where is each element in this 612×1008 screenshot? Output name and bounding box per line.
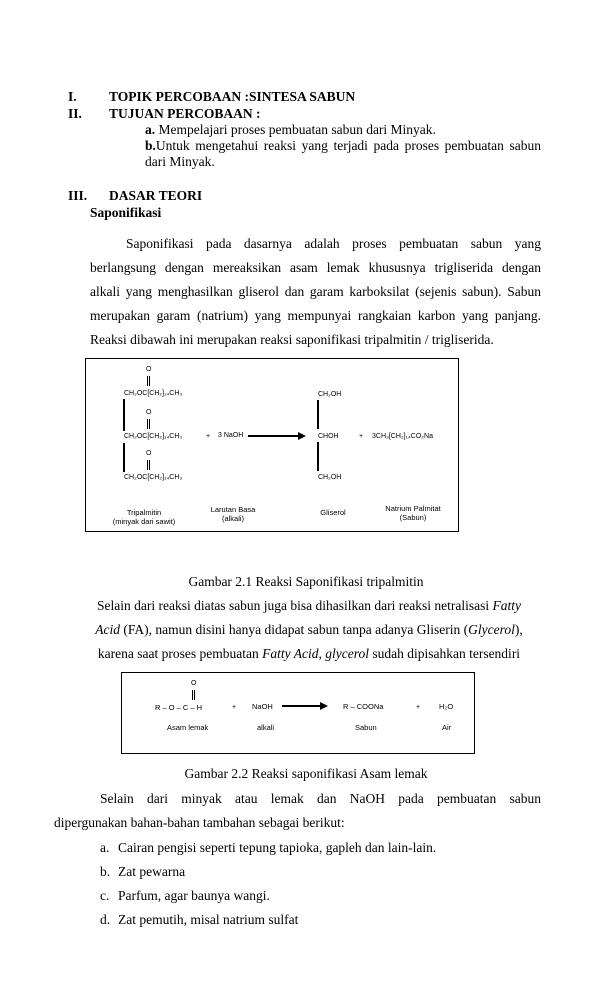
chain-3: CH₂OC[CH₂]₁₄CH₃	[124, 474, 183, 481]
label-palmitat-line1: Natrium Palmitat	[385, 504, 441, 513]
fig2-water: H₂O	[439, 702, 454, 711]
fatty-acid-formula: R – O – C – H	[155, 703, 203, 712]
backbone-bond-1	[123, 399, 125, 431]
backbone-bond-2	[123, 443, 125, 472]
section-iii-number: III.	[68, 188, 88, 203]
list-text: Cairan pengisi seperti tepung tapioka, gapleh dan lain-lain.	[118, 840, 437, 855]
double-bond-1	[147, 376, 150, 386]
fig2-carbonyl-oxygen: O	[191, 680, 197, 687]
label-basa-line1: Larutan Basa	[210, 505, 256, 514]
objective-b-text: Untuk mengetahui reaksi yang terjadi pada proses pembuatan sabun	[155, 138, 541, 153]
label-tripalmitin-line2: (minyak dari sawit)	[112, 517, 176, 526]
plus-sign-2: +	[359, 433, 364, 440]
list-marker: a.	[100, 840, 110, 855]
paragraph2-line1	[86, 598, 532, 614]
fig2-label-alkali: alkali	[257, 723, 275, 732]
paragraph1-line5: Reaksi dibawah ini merupakan reaksi saponifikasi tripalmitin / trigliserida.	[90, 332, 494, 347]
p2-l2-italic1: Acid	[95, 622, 121, 637]
fig2-label-asam-lemak: Asam lemak	[167, 723, 209, 732]
glycerol-top: CH₂OH	[318, 391, 342, 398]
paragraph2-line3	[86, 646, 532, 662]
figure2-caption: Gambar 2.2 Reaksi saponifikasi Asam lemak	[184, 766, 428, 781]
objective-a	[145, 122, 436, 138]
list-text: Zat pewarna	[118, 864, 186, 879]
reaction-arrow	[248, 431, 306, 441]
p2-l2-text: (FA), namun disini hanya didapat sabun tanpa adanya Gliserin (	[120, 622, 469, 637]
section-iii-subtitle: Saponifikasi	[90, 205, 162, 220]
list-item	[100, 888, 270, 904]
list-marker: d.	[100, 912, 111, 927]
label-tripalmitin	[98, 508, 190, 526]
p2-l3-italic1: Fatty Acid	[262, 646, 319, 661]
p2-l1-italic: Fatty	[492, 598, 521, 613]
p2-l3-text: karena saat proses pembuatan	[97, 646, 263, 661]
paragraph2-line2	[86, 622, 532, 638]
glycerol-middle: CHOH	[318, 433, 339, 440]
paragraph1-line4: merupakan garam (natrium) yang mempunyai rangkaian karbon yang panjang.	[90, 308, 541, 323]
objective-a-text: Mempelajari proses pembuatan sabun dari Minyak.	[155, 122, 436, 137]
label-gliserol: Gliserol	[320, 508, 346, 517]
fig2-soap-formula: R – COONa	[343, 702, 384, 711]
fig2-reaction-arrow	[282, 701, 328, 711]
p2-l1-text: Selain dari reaksi diatas sabun juga bisa dihasilkan dari reaksi netralisasi	[96, 598, 493, 613]
carbonyl-oxygen-1: O	[146, 366, 152, 373]
label-tripalmitin-line1: Tripalmitin	[126, 508, 162, 517]
p2-l2-italic2: Glycerol	[468, 622, 515, 637]
objective-b-marker: b.	[145, 138, 156, 153]
carbonyl-oxygen-2: O	[146, 409, 152, 416]
double-bond-2	[147, 419, 150, 429]
p2-l3-text3: sudah dipisahkan tersendiri	[368, 646, 521, 661]
fig2-plus-2: +	[416, 704, 421, 711]
fig2-label-air: Air	[442, 723, 452, 732]
list-marker: c.	[100, 888, 110, 903]
paragraph1-line2: berlangsung dengan mereaksikan asam lemak khususnya trigliserida dengan	[90, 260, 541, 275]
label-natrium-palmitat	[374, 504, 452, 522]
list-marker: b.	[100, 864, 111, 879]
figure2-frame	[121, 672, 475, 754]
glycerol-bond-1	[317, 400, 319, 429]
paragraph3-line1: Selain dari minyak atau lemak dan NaOH pada pembuatan sabun	[100, 791, 541, 806]
list-item	[100, 840, 436, 856]
section-iii-title: DASAR TEORI	[109, 188, 203, 203]
fig2-label-sabun: Sabun	[355, 723, 377, 732]
glycerol-bottom: CH₂OH	[318, 474, 342, 481]
section-i-title: TOPIK PERCOBAAN :SINTESA SABUN	[109, 89, 356, 104]
list-text: Parfum, agar baunya wangi.	[118, 888, 270, 903]
list-text: Zat pemutih, misal natrium sulfat	[118, 912, 299, 927]
label-larutan-basa	[197, 505, 269, 523]
chain-1: CH₂OC[CH₂]₁₄CH₃	[124, 390, 183, 397]
carbonyl-oxygen-3: O	[146, 450, 152, 457]
p2-l3-text2: ,	[318, 646, 326, 661]
section-ii-title: TUJUAN PERCOBAAN :	[109, 106, 261, 121]
figure1-caption: Gambar 2.1 Reaksi Saponifikasi tripalmitin	[188, 574, 424, 589]
section-i-number: I.	[68, 89, 77, 104]
sodium-palmitate: 3CH₃[CH₂]₁₄CO₂Na	[372, 433, 433, 440]
double-bond-3	[147, 460, 150, 470]
paragraph1-line3: alkali yang menghasilkan gliserol dan garam karboksilat (sejenis sabun). Sabun	[90, 284, 541, 299]
objective-b	[145, 138, 541, 154]
glycerol-bond-2	[317, 442, 319, 471]
section-ii-number: II.	[68, 106, 82, 121]
label-basa-line2: (alkali)	[221, 514, 245, 523]
list-item	[100, 864, 185, 880]
naoh-reagent: 3 NaOH	[218, 432, 244, 439]
paragraph3-line2: dipergunakan bahan-bahan tambahan sebagai berikut:	[54, 815, 345, 830]
objective-a-marker: a.	[145, 122, 156, 137]
fig2-plus-1: +	[232, 704, 237, 711]
fig2-naoh: NaOH	[252, 702, 273, 711]
label-palmitat-line2: (Sabun)	[399, 513, 427, 522]
fig2-double-bond	[192, 690, 195, 700]
plus-sign-1: +	[206, 433, 211, 440]
p2-l2-text2: ),	[514, 622, 523, 637]
objective-b-line2: dari Minyak.	[145, 154, 215, 169]
list-item	[100, 912, 298, 928]
p2-l3-italic2: glycerol	[325, 646, 369, 661]
paragraph1-line1: Saponifikasi pada dasarnya adalah proses pembuatan sabun yang	[126, 236, 541, 251]
chain-2: CH₂OC[CH₂]₁₄CH₃	[124, 433, 183, 440]
